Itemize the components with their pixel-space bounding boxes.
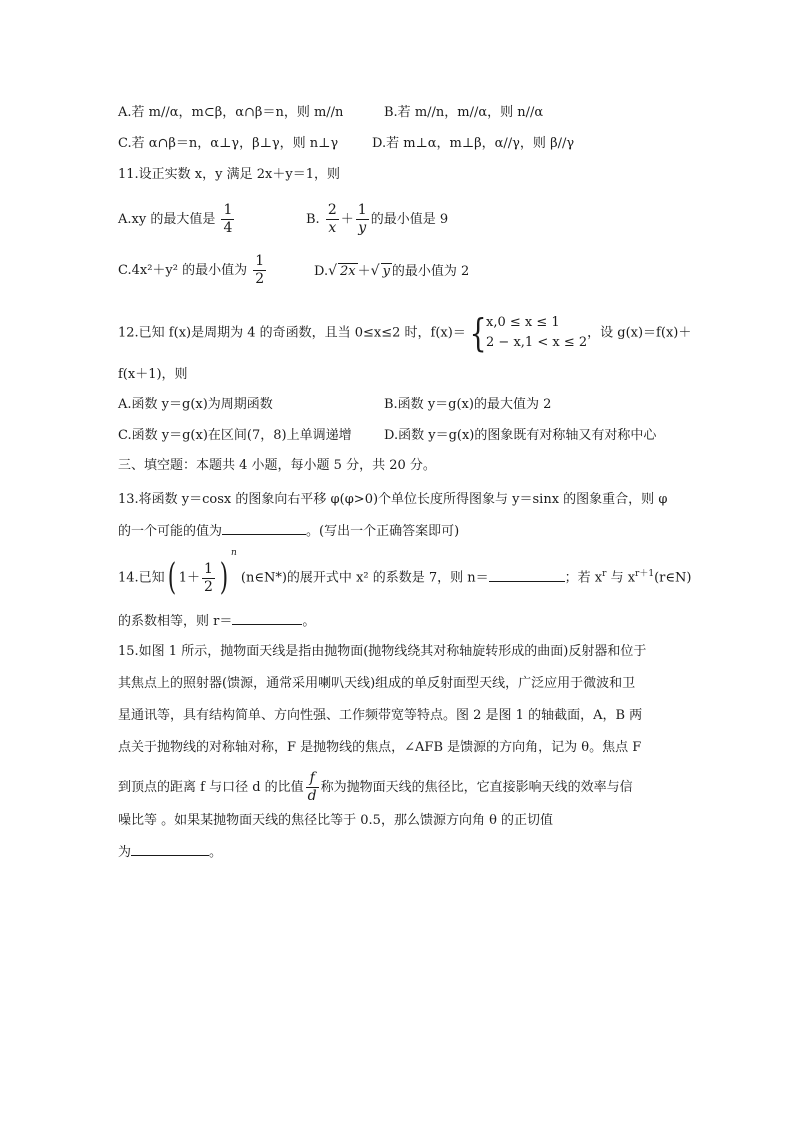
left-paren-icon: ( <box>167 557 176 598</box>
q15-line-5-post: 称为抛物面天线的焦径比，它直接影响天线的效率与信 <box>320 780 633 795</box>
q15-denominator: d <box>307 788 317 804</box>
q15-line-3: 星通讯等，具有结构简单、方向性强、工作频带宽等特点。图 2 是图 1 的轴截面，A，B 两 <box>118 708 643 723</box>
q14-pre: 14.已知 <box>118 570 165 586</box>
q11-d-plus: ＋ <box>357 264 371 279</box>
q14-line-2 <box>118 612 315 631</box>
answer-blank <box>131 843 209 856</box>
q14-line-2-pre: 的系数相等，则 r＝ <box>118 614 233 629</box>
q13-line-2-post: 。(写出一个正确答案即可) <box>306 524 460 539</box>
right-paren-icon: ) <box>219 557 229 598</box>
q15-line-7 <box>118 843 222 862</box>
q11-b-denominator-1: x <box>328 220 337 236</box>
q15-line-7-post: 。 <box>209 845 223 860</box>
q15-line-4: 点关于抛物线的对称轴对称，F 是抛物线的焦点，∠AFB 是馈源的方向角，记为 θ。焦点 F <box>118 740 642 755</box>
q12-case-1: x,0 ≤ x ≤ 1 <box>486 315 560 330</box>
q15-line-5 <box>118 770 633 805</box>
q11-option-c <box>118 253 268 288</box>
sqrt-icon: √ <box>328 263 338 279</box>
q14-line-1 <box>118 548 692 598</box>
q12-option-c: C.函数 y＝g(x)在区间(7，8)上单调递增 <box>118 428 352 443</box>
q11-option-a <box>118 202 236 237</box>
q12-option-a: A.函数 y＝g(x)为周期函数 <box>118 397 273 412</box>
q11-b-denominator-2: y <box>358 220 367 236</box>
q11-a-text: A.xy 的最大值是 <box>118 212 216 227</box>
answer-blank <box>489 569 565 582</box>
q13-line-2-pre: 的一个可能的值为 <box>118 524 223 539</box>
q15-fraction <box>306 770 319 805</box>
q11-d-text: 的最小值为 2 <box>391 264 470 279</box>
q10-option-b: B.若 m//n，m//α，则 n//α <box>384 105 544 120</box>
q11-c-denominator: 2 <box>255 271 265 287</box>
q11-d-radicand-1: 2x <box>340 264 356 279</box>
q11-d-label: D. <box>314 264 329 279</box>
q12-stem <box>118 313 691 353</box>
q11-a-denominator: 4 <box>223 220 233 236</box>
q11-b-fraction-1 <box>326 202 339 237</box>
q10-option-a: A.若 m//α，m⊂β，α∩β＝n，则 m//n <box>118 105 344 120</box>
q12-case-2: 2 − x,1 < x ≤ 2 <box>486 335 588 350</box>
q11-b-numerator-1: 2 <box>327 202 337 218</box>
q15-line-2: 其焦点上的照射器(馈源，通常采用喇叭天线)组成的单反射面型天线，广泛应用于微波和卫 <box>118 676 636 691</box>
q14-r1-exponent: r＋1 <box>635 569 655 580</box>
q11-b-text: 的最小值是 9 <box>370 212 449 227</box>
q14-mid: (n∈N*)的展开式中 x² 的系数是 7，则 n＝ <box>240 570 489 586</box>
answer-blank <box>222 522 306 535</box>
q11-b-label: B. <box>306 212 320 227</box>
q14-numerator: 1 <box>204 560 213 577</box>
q12-option-b: B.函数 y＝g(x)的最大值为 2 <box>384 397 552 412</box>
q11-d-radicand-2: y <box>382 264 390 279</box>
q11-c-text: C.4x²＋y² 的最小值为 <box>118 263 248 278</box>
answer-blank <box>232 612 302 625</box>
q15-line-5-pre: 到顶点的距离 f 与口径 d 的比值 <box>118 780 304 795</box>
q15-numerator: f <box>306 770 319 788</box>
q11-b-fraction-2 <box>356 202 369 237</box>
q11-a-fraction <box>221 202 234 237</box>
q15-line-6: 噪比等 。如果某抛物面天线的焦径比等于 0.5，那么馈源方向角 θ 的正切值 <box>118 813 554 828</box>
q12-option-d: D.函数 y＝g(x)的图象既有对称轴又有对称中心 <box>384 428 657 443</box>
q14-post: (r∈N) <box>654 570 692 586</box>
q14-fraction <box>202 561 215 596</box>
q15-line-1: 15.如图 1 所示，抛物面天线是指由抛物面(抛物线绕其对称轴旋转形成的曲面)反射器和位于 <box>118 644 647 659</box>
q14-mid3: 与 x <box>606 570 636 586</box>
q14-denominator: 2 <box>204 578 213 595</box>
q15-line-7-pre: 为 <box>118 845 132 860</box>
q13-line-1: 13.将函数 y＝cosx 的图象向右平移 φ(φ>0)个单位长度所得图象与 y＝sinx 的图象重合，则 φ <box>118 492 668 507</box>
q10-option-c: C.若 α∩β＝n，α⊥γ，β⊥γ，则 n⊥γ <box>118 136 339 151</box>
q11-b-numerator-2: 1 <box>357 202 367 218</box>
q11-c-numerator: 1 <box>255 253 265 269</box>
left-brace-icon: { <box>469 311 487 355</box>
q10-option-d: D.若 m⊥α，m⊥β，α//γ，则 β//γ <box>372 136 575 151</box>
q11-stem: 11.设正实数 x，y 满足 2x＋y＝1，则 <box>118 167 340 182</box>
q12-stem-pre: 12.已知 f(x)是周期为 4 的奇函数，且当 0≤x≤2 时，f(x)＝ <box>118 325 466 341</box>
q14-line-2-post: 。 <box>302 614 316 629</box>
q12-stem-continued: f(x＋1)，则 <box>118 367 188 382</box>
q12-stem-post: ，设 g(x)＝f(x)＋ <box>587 325 692 341</box>
sqrt-icon: √ <box>370 263 380 279</box>
q11-option-d <box>314 262 469 281</box>
q14-one-plus: 1＋ <box>178 570 201 586</box>
q11-c-fraction <box>253 253 266 288</box>
q11-b-plus: ＋ <box>340 212 354 227</box>
q14-r-exponent: r <box>602 569 607 580</box>
q11-a-numerator: 1 <box>223 202 233 218</box>
q14-mid2: ；若 x <box>564 570 603 586</box>
q14-exponent: n <box>230 548 237 558</box>
q12-piecewise <box>486 313 587 353</box>
q11-option-b <box>306 202 448 237</box>
q13-line-2 <box>118 522 459 541</box>
section-heading: 三、填空题：本题共 4 小题，每小题 5 分，共 20 分。 <box>118 458 436 473</box>
